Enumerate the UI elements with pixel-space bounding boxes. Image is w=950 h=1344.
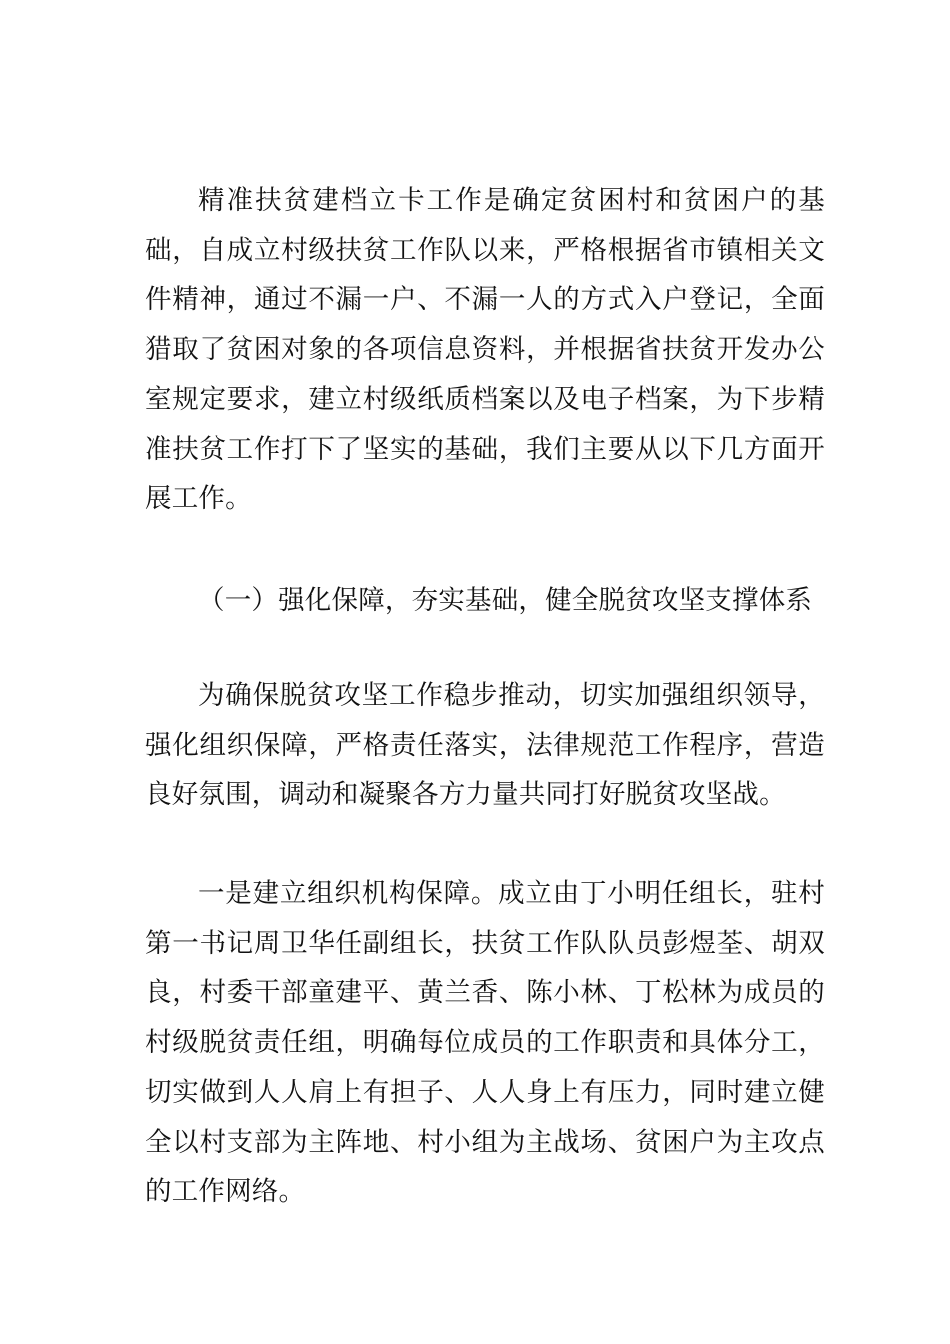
intro-paragraph: 精准扶贫建档立卡工作是确定贫困村和贫困户的基础，自成立村级扶贫工作队以来，严格根据省市镇相关文件精神，通过不漏一户、不漏一人的方式入户登记，全面猎取了贫困对象的各项信息资料，并根据省扶贫开发办公室规定要求，建立村级纸质档案以及电子档案，为下步精准扶贫工作打下了坚实的基础，我们主要从以下几方面开展工作。: [145, 185, 825, 515]
support-paragraph: 为确保脱贫攻坚工作稳步推动，切实加强组织领导，强化组织保障，严格责任落实，法律规范工作程序，营造良好氛围，调动和凝聚各方力量共同打好脱贫攻坚战。: [145, 680, 825, 811]
section-heading: （一）强化保障，夯实基础，健全脱贫攻坚支撑体系: [198, 585, 813, 616]
organization-paragraph: 一是建立组织机构保障。成立由丁小明任组长，驻村第一书记周卫华任副组长，扶贫工作队队员彭煜荃、胡双良，村委干部童建平、黄兰香、陈小林、丁松林为成员的村级脱贫责任组，明确每位成员的工作职责和具体分工，切实做到人人肩上有担子、人人身上有压力，同时建立健全以村支部为主阵地、村小组为主战场、贫困户为主攻点的工作网络。: [145, 878, 825, 1208]
